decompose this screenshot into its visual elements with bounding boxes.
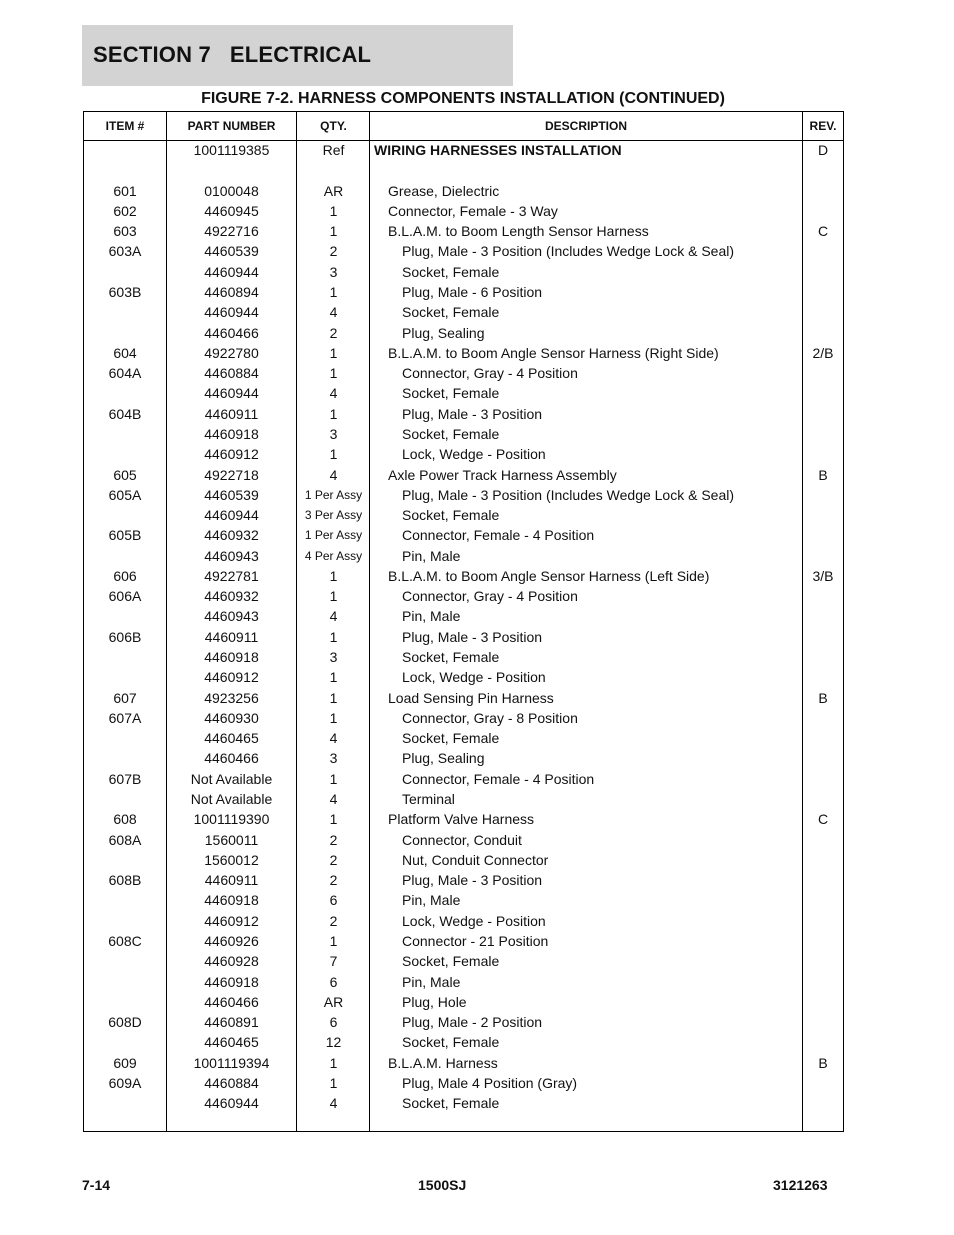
table-row xyxy=(84,769,843,789)
part-number-cell: 4460466 xyxy=(204,750,259,767)
table-row xyxy=(84,606,843,626)
qty-cell: 1 xyxy=(329,405,338,422)
description-cell: Connector, Gray - 4 Position xyxy=(402,588,578,605)
qty-cell: 6 xyxy=(329,892,338,909)
parts-table xyxy=(83,111,844,1132)
table-row xyxy=(84,627,843,647)
table-row xyxy=(84,343,843,363)
description-cell: Axle Power Track Harness Assembly xyxy=(388,466,617,483)
part-number-cell: 4460911 xyxy=(204,628,259,645)
item-cell: 603A xyxy=(108,243,142,260)
description-cell: B.L.A.M. Harness xyxy=(388,1054,498,1071)
qty-cell: 1 xyxy=(329,202,338,219)
table-row xyxy=(84,1053,843,1073)
description-cell: Socket, Female xyxy=(402,263,500,280)
table-row xyxy=(84,748,843,768)
item-cell: 608A xyxy=(108,831,142,848)
table-row xyxy=(84,262,843,282)
item-cell: 605A xyxy=(108,486,142,503)
part-number-cell: 4460918 xyxy=(204,649,259,665)
qty-cell: 2 xyxy=(329,872,338,889)
part-number-cell: 4460930 xyxy=(204,709,259,726)
part-number-cell: 4460928 xyxy=(204,953,259,970)
table-row xyxy=(84,1032,843,1052)
item-cell: 602 xyxy=(113,202,137,219)
qty-cell: 1 xyxy=(329,932,338,949)
qty-cell: 4 xyxy=(329,304,338,321)
item-cell: 607B xyxy=(108,770,142,787)
description-cell: Connector, Gray - 4 Position xyxy=(402,365,578,382)
rev-cell: B xyxy=(818,1054,828,1071)
table-row xyxy=(84,809,843,829)
item-cell: 601 xyxy=(113,182,137,199)
qty-cell: 1 xyxy=(329,770,338,787)
part-number-cell: 4460884 xyxy=(204,1074,259,1091)
table-row xyxy=(84,1073,843,1093)
item-cell: 603 xyxy=(113,223,137,240)
table-row xyxy=(84,181,843,201)
description-cell: Lock, Wedge - Position xyxy=(402,669,546,686)
description-cell: Plug, Sealing xyxy=(402,750,485,767)
table-row xyxy=(84,546,843,566)
part-number-cell: 4460944 xyxy=(204,385,259,402)
qty-cell: 1 xyxy=(329,284,338,300)
description-cell: Socket, Female xyxy=(402,1095,500,1112)
description-cell: Plug, Male 4 Position (Gray) xyxy=(402,1074,578,1091)
description-cell: Nut, Conduit Connector xyxy=(402,851,549,868)
qty-cell: 3 Per Assy xyxy=(304,508,363,522)
description-cell: Plug, Male - 3 Position xyxy=(402,872,543,889)
section-title: SECTION 7 ELECTRICAL xyxy=(93,42,372,67)
description-cell: Connector - 21 Position xyxy=(402,932,549,949)
description-cell: Platform Valve Harness xyxy=(388,811,535,828)
rev-cell: 3/B xyxy=(812,567,834,584)
item-cell: 605 xyxy=(113,466,137,483)
qty-cell: AR xyxy=(323,182,344,199)
qty-cell: 12 xyxy=(325,1034,342,1051)
qty-cell: 1 xyxy=(329,628,338,645)
part-number-cell: 4460911 xyxy=(204,405,259,422)
item-cell: 609 xyxy=(113,1054,137,1071)
part-number-cell: Not Available xyxy=(190,791,273,807)
header-qty: QTY. xyxy=(320,119,347,133)
description-cell: Plug, Male - 6 Position xyxy=(402,284,543,300)
part-number-cell: 1001119394 xyxy=(193,1054,270,1071)
section-banner xyxy=(82,25,513,86)
part-number-cell: 4460891 xyxy=(204,1014,259,1030)
part-number-cell: 4460943 xyxy=(204,547,259,564)
part-number-cell: 4460944 xyxy=(204,1095,259,1112)
item-cell: 608D xyxy=(108,1014,142,1030)
table-row xyxy=(84,688,843,708)
part-number-cell: 4460912 xyxy=(204,446,259,463)
table-row xyxy=(84,789,843,809)
qty-cell: 4 xyxy=(329,385,338,402)
part-number-cell: 4460465 xyxy=(204,730,259,747)
part-number-cell: 4460944 xyxy=(204,304,259,321)
table-row xyxy=(84,850,843,870)
table-row xyxy=(84,424,843,444)
table-row xyxy=(84,830,843,850)
qty-cell: 4 xyxy=(329,791,338,807)
page-number: 7-14 xyxy=(82,1177,111,1193)
part-number-cell: 0100048 xyxy=(204,182,259,199)
qty-cell: 1 xyxy=(329,669,338,686)
qty-cell: 4 xyxy=(329,730,338,747)
qty-cell: 7 xyxy=(329,953,338,970)
table-row xyxy=(84,140,843,160)
qty-cell: 1 xyxy=(329,365,338,382)
table-row xyxy=(84,404,843,424)
description-cell: WIRING HARNESSES INSTALLATION xyxy=(374,142,622,158)
item-cell: 605B xyxy=(108,527,142,544)
table-row xyxy=(84,363,843,383)
header-item: ITEM # xyxy=(105,119,145,133)
table-row xyxy=(84,383,843,403)
item-cell: 604 xyxy=(113,344,137,361)
table-row xyxy=(84,728,843,748)
item-cell: 607A xyxy=(108,709,142,726)
description-cell: Plug, Male - 3 Position (Includes Wedge Lock & Seal) xyxy=(402,486,735,503)
item-cell: 604A xyxy=(108,365,142,382)
table-row xyxy=(84,302,843,322)
table-row xyxy=(84,444,843,464)
table-row xyxy=(84,1012,843,1032)
rev-cell: D xyxy=(817,142,829,158)
qty-cell: 3 xyxy=(329,425,338,442)
description-cell: Socket, Female xyxy=(402,1034,500,1051)
table-row xyxy=(84,972,843,992)
description-cell: Connector, Female - 4 Position xyxy=(402,527,595,544)
qty-cell: 1 xyxy=(329,223,338,240)
part-number-cell: 4460911 xyxy=(204,872,259,889)
qty-cell: 1 xyxy=(329,446,338,463)
part-number-cell: 4922781 xyxy=(204,567,259,584)
part-number-cell: 4460884 xyxy=(204,365,259,382)
rev-cell: B xyxy=(818,466,828,483)
description-cell: Socket, Female xyxy=(402,507,500,523)
part-number-cell: Not Available xyxy=(190,770,273,787)
part-number-cell: 4460944 xyxy=(204,507,259,523)
header-rev: REV. xyxy=(809,119,837,133)
model-name: 1500SJ xyxy=(418,1177,467,1193)
item-cell: 604B xyxy=(108,405,142,422)
qty-cell: Ref xyxy=(322,142,345,158)
qty-cell: 1 xyxy=(329,344,338,361)
part-number-cell: 4460912 xyxy=(204,912,259,929)
table-row xyxy=(84,505,843,525)
header-description: DESCRIPTION xyxy=(544,119,627,133)
table-row xyxy=(84,870,843,890)
table-row xyxy=(84,708,843,728)
part-number-cell: 4460465 xyxy=(204,1034,259,1051)
qty-cell: 1 Per Assy xyxy=(304,528,363,543)
description-cell: Load Sensing Pin Harness xyxy=(388,689,554,706)
description-cell: B.L.A.M. to Boom Length Sensor Harness xyxy=(388,223,649,240)
qty-cell: 1 xyxy=(329,588,338,605)
table-row xyxy=(84,525,843,545)
part-number-cell: 4460466 xyxy=(204,993,259,1010)
qty-cell: 4 xyxy=(329,466,338,483)
table-row xyxy=(84,566,843,586)
part-number-cell: 4460539 xyxy=(204,486,259,503)
part-number-cell: 4923256 xyxy=(204,689,259,706)
description-cell: Plug, Hole xyxy=(402,993,467,1010)
description-cell: Socket, Female xyxy=(402,649,500,665)
description-cell: Connector, Female - 4 Position xyxy=(402,770,595,787)
table-row xyxy=(84,911,843,931)
document-number: 3121263 xyxy=(773,1177,828,1193)
item-cell: 606 xyxy=(113,567,137,584)
part-number-cell: 4460926 xyxy=(204,932,259,949)
part-number-cell: 4460539 xyxy=(204,243,259,260)
table-row xyxy=(84,323,843,343)
description-cell: Connector, Female - 3 Way xyxy=(388,202,558,219)
table-row xyxy=(84,667,843,687)
qty-cell: 6 xyxy=(329,973,338,990)
table-row xyxy=(84,890,843,910)
qty-cell: 3 xyxy=(329,263,338,280)
rev-cell: 2/B xyxy=(812,344,834,361)
qty-cell: 4 xyxy=(329,608,338,625)
description-cell: Lock, Wedge - Position xyxy=(402,446,546,463)
qty-cell: 2 xyxy=(329,851,338,868)
table-row xyxy=(84,1093,843,1113)
table-row xyxy=(84,241,843,261)
part-number-cell: 4922718 xyxy=(204,466,259,483)
table-row xyxy=(84,931,843,951)
table-row xyxy=(84,485,843,505)
table-row xyxy=(84,221,843,241)
description-cell: Plug, Sealing xyxy=(402,324,485,341)
qty-cell: 1 xyxy=(329,709,338,726)
description-cell: Pin, Male xyxy=(402,608,461,625)
description-cell: Socket, Female xyxy=(402,304,500,321)
qty-cell: 2 xyxy=(329,831,338,848)
item-cell: 606A xyxy=(108,588,142,605)
description-cell: Terminal xyxy=(402,791,455,807)
rev-cell: C xyxy=(817,223,829,240)
part-number-cell: 4460466 xyxy=(204,324,259,341)
item-cell: 608C xyxy=(108,932,142,949)
qty-cell: 1 xyxy=(329,1054,338,1071)
description-cell: B.L.A.M. to Boom Angle Sensor Harness (Left Side) xyxy=(388,567,710,584)
part-number-cell: 4460894 xyxy=(204,284,259,300)
description-cell: Plug, Male - 2 Position xyxy=(402,1014,543,1030)
description-cell: Socket, Female xyxy=(402,730,500,747)
table-row xyxy=(84,465,843,485)
description-cell: B.L.A.M. to Boom Angle Sensor Harness (Right Side) xyxy=(388,344,719,361)
part-number-cell: 4460918 xyxy=(204,425,259,442)
part-number-cell: 4460918 xyxy=(204,892,259,909)
part-number-cell: 4922716 xyxy=(204,223,259,240)
description-cell: Connector, Gray - 8 Position xyxy=(402,709,578,726)
table-row xyxy=(84,992,843,1012)
qty-cell: 1 Per Assy xyxy=(304,487,363,502)
part-number-cell: 4460912 xyxy=(204,669,259,686)
qty-cell: AR xyxy=(323,993,344,1010)
part-number-cell: 4460932 xyxy=(204,527,259,544)
qty-cell: 1 xyxy=(329,689,338,706)
qty-cell: 2 xyxy=(329,243,338,260)
qty-cell: 3 xyxy=(329,750,338,767)
description-cell: Plug, Male - 3 Position xyxy=(402,628,543,645)
description-cell: Connector, Conduit xyxy=(402,831,522,848)
qty-cell: 2 xyxy=(329,324,338,341)
description-cell: Socket, Female xyxy=(402,953,500,970)
qty-cell: 1 xyxy=(329,567,338,584)
item-cell: 603B xyxy=(108,284,142,300)
description-cell: Socket, Female xyxy=(402,385,500,402)
item-cell: 609A xyxy=(108,1074,142,1091)
description-cell: Pin, Male xyxy=(402,892,461,909)
item-cell: 608 xyxy=(113,811,137,828)
header-part-number: PART NUMBER xyxy=(187,119,276,133)
description-cell: Socket, Female xyxy=(402,425,500,442)
item-cell: 606B xyxy=(108,628,142,645)
item-cell: 607 xyxy=(113,689,137,706)
part-number-cell: 1560012 xyxy=(204,851,259,868)
part-number-cell: 1560011 xyxy=(204,831,259,848)
rev-cell: C xyxy=(817,811,829,828)
table-row xyxy=(84,951,843,971)
part-number-cell: 1001119390 xyxy=(193,811,270,828)
description-cell: Plug, Male - 3 Position xyxy=(402,405,543,422)
table-row xyxy=(84,201,843,221)
rev-cell: B xyxy=(818,689,828,706)
part-number-cell: 4460932 xyxy=(204,588,259,605)
table-row xyxy=(84,282,843,302)
description-cell: Plug, Male - 3 Position (Includes Wedge Lock & Seal) xyxy=(402,243,735,260)
table-row xyxy=(84,586,843,606)
part-number-cell: 1001119385 xyxy=(193,142,270,158)
qty-cell: 6 xyxy=(329,1014,338,1030)
qty-cell: 4 Per Assy xyxy=(304,548,363,563)
figure-title: FIGURE 7-2. HARNESS COMPONENTS INSTALLATION (CONTINUED) xyxy=(201,90,725,107)
description-cell: Pin, Male xyxy=(402,973,461,990)
qty-cell: 1 xyxy=(329,1074,338,1091)
part-number-cell: 4460918 xyxy=(204,973,259,990)
table-row xyxy=(84,647,843,667)
qty-cell: 4 xyxy=(329,1095,338,1112)
qty-cell: 3 xyxy=(329,649,338,665)
part-number-cell: 4460945 xyxy=(204,202,259,219)
qty-cell: 1 xyxy=(329,811,338,828)
part-number-cell: 4460944 xyxy=(204,263,259,280)
qty-cell: 2 xyxy=(329,912,338,929)
description-cell: Pin, Male xyxy=(402,547,461,564)
item-cell: 608B xyxy=(108,872,142,889)
part-number-cell: 4922780 xyxy=(204,344,259,361)
description-cell: Lock, Wedge - Position xyxy=(402,912,546,929)
description-cell: Grease, Dielectric xyxy=(388,182,500,199)
part-number-cell: 4460943 xyxy=(204,608,259,625)
